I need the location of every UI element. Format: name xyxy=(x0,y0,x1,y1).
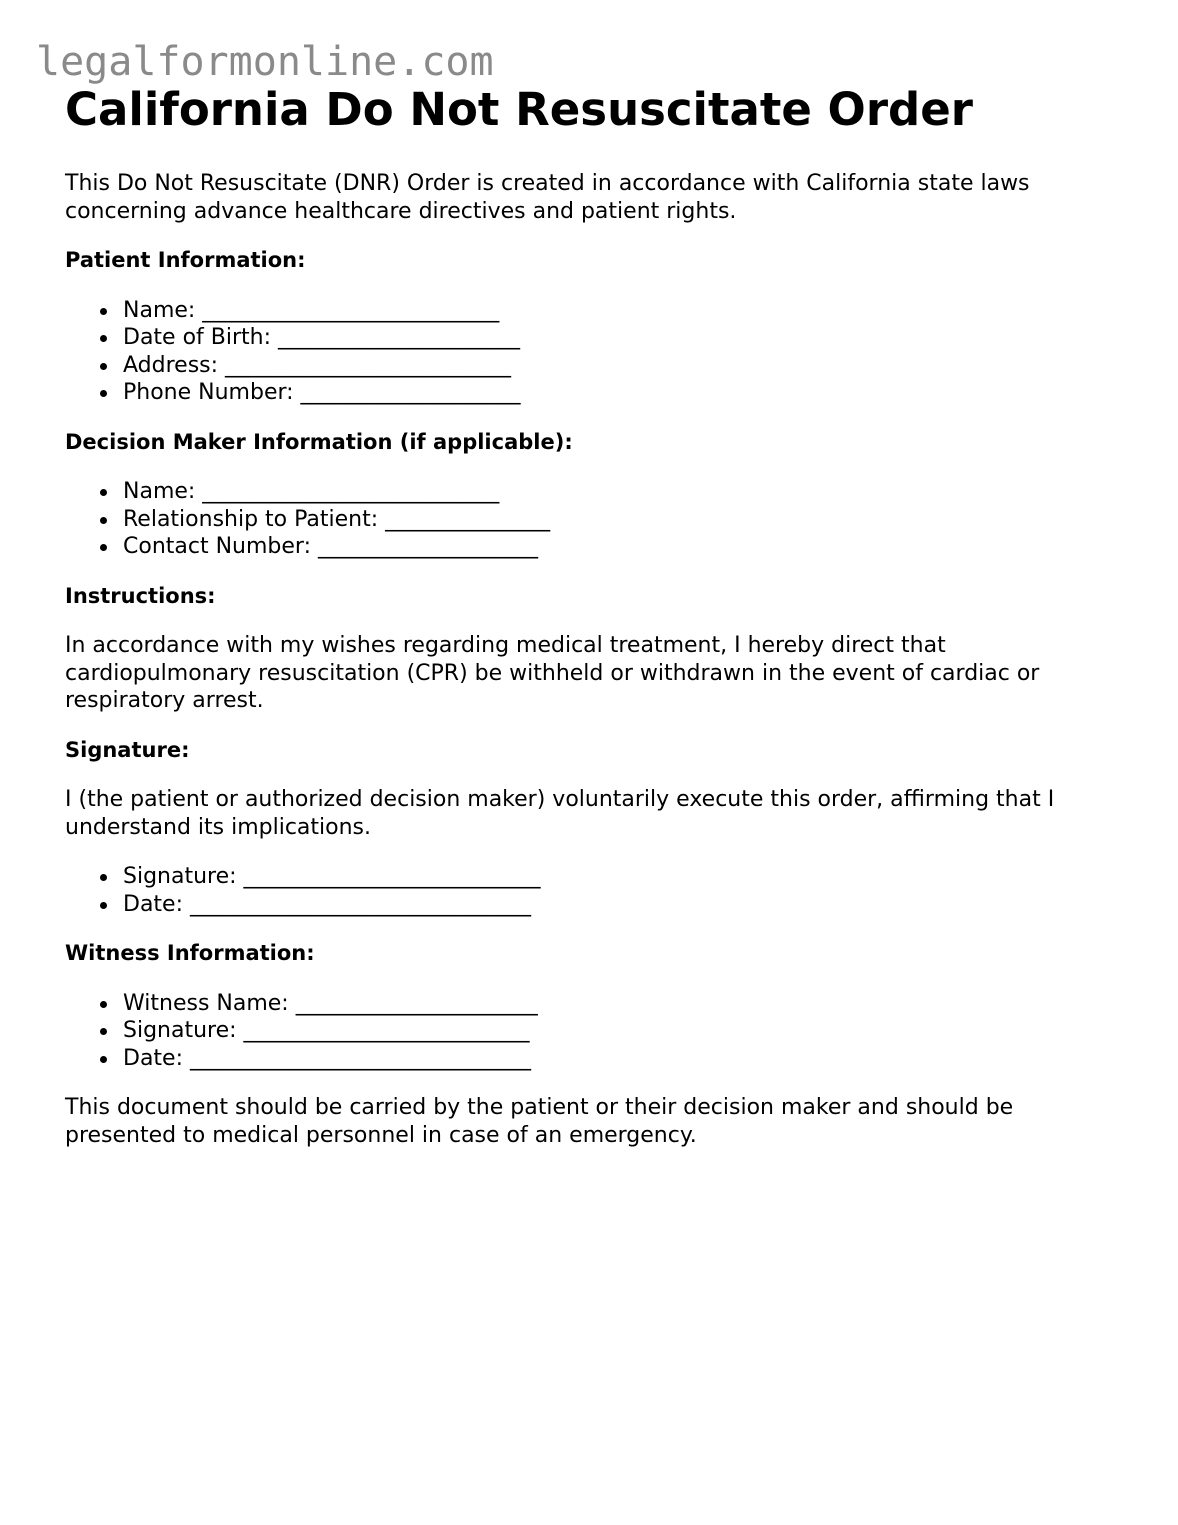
intro-paragraph: This Do Not Resuscitate (DNR) Order is created in accordance with California state laws concerning advance healthcare directives and patient rights. xyxy=(65,171,1030,224)
instructions-paragraph: In accordance with my wishes regarding medical treatment, I hereby direct that cardiopulmonary resuscitation (CPR) be withheld or withdrawn in the event of cardiac or respiratory arrest. xyxy=(65,633,1040,713)
instructions-heading: Instructions: xyxy=(65,583,216,608)
decision-maker-contact-field: Contact Number: ____________________ xyxy=(123,533,1125,561)
closing-paragraph: This document should be carried by the patient or their decision maker and should be presented to medical personnel in case of an emergency. xyxy=(65,1095,1014,1148)
watermark-text: legalformonline.com xyxy=(36,39,494,85)
witness-signature-field: Signature: __________________________ xyxy=(123,1017,1125,1045)
patient-address-field: Address: __________________________ xyxy=(123,352,1125,380)
document-page xyxy=(65,84,1125,1149)
decision-maker-name-field: Name: ___________________________ xyxy=(123,478,1125,506)
signature-list xyxy=(65,863,1125,918)
signature-heading: Signature: xyxy=(65,737,190,762)
patient-dob-field: Date of Birth: ______________________ xyxy=(123,324,1125,352)
patient-info-list xyxy=(65,297,1125,407)
decision-maker-heading: Decision Maker Information (if applicable): xyxy=(65,429,573,454)
signature-date-field: Date: _______________________________ xyxy=(123,891,1125,919)
witness-name-field: Witness Name: ______________________ xyxy=(123,990,1125,1018)
witness-list xyxy=(65,990,1125,1073)
patient-phone-field: Phone Number: ____________________ xyxy=(123,379,1125,407)
witness-date-field: Date: _______________________________ xyxy=(123,1045,1125,1073)
patient-info-heading: Patient Information: xyxy=(65,248,306,272)
signature-paragraph: I (the patient or authorized decision maker) voluntarily execute this order, affirming that I understand its implications. xyxy=(65,787,1055,840)
signature-field: Signature: ___________________________ xyxy=(123,863,1125,891)
decision-maker-list xyxy=(65,478,1125,561)
decision-maker-relationship-field: Relationship to Patient: _______________ xyxy=(123,506,1125,534)
document-title: California Do Not Resuscitate Order xyxy=(65,83,973,136)
witness-heading: Witness Information: xyxy=(65,941,315,965)
patient-name-field: Name: ___________________________ xyxy=(123,297,1125,325)
